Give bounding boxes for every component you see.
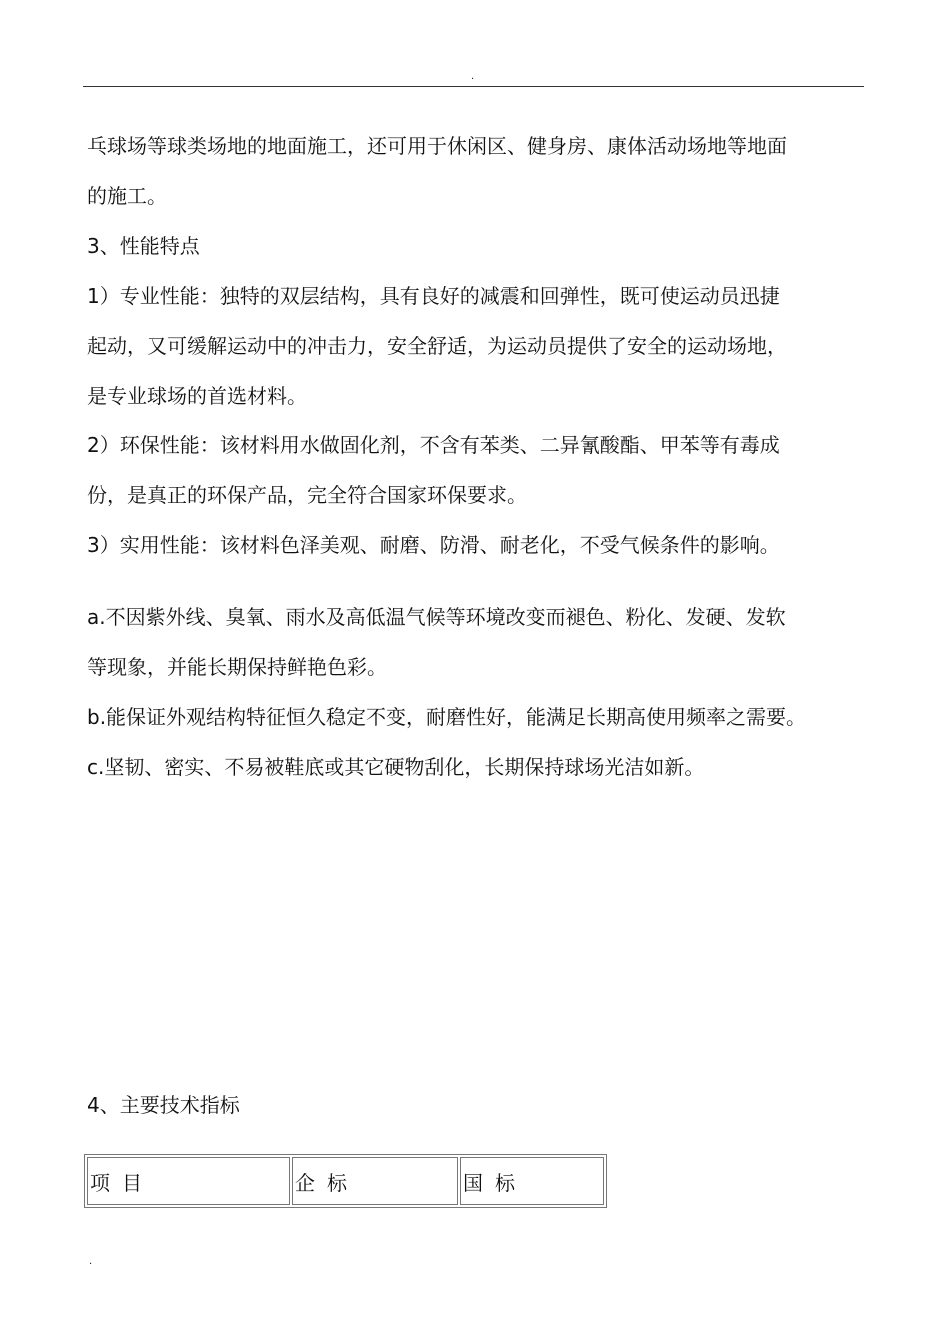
section-heading-3: 3、性能特点 <box>87 234 200 258</box>
spec-table <box>84 1154 607 1208</box>
table-header-cell: 国标 <box>460 1157 604 1205</box>
header-rule <box>83 86 864 87</box>
footer-mark: . <box>89 1256 93 1267</box>
section-heading-4: 4、主要技术指标 <box>87 1093 240 1117</box>
body-line: 乓球场等球类场地的地面施工，还可用于休闲区、健身房、康体活动场地等地面 <box>87 134 787 158</box>
body-line: c.坚韧、密实、不易被鞋底或其它硬物刮化，长期保持球场光洁如新。 <box>87 755 705 779</box>
body-line: 3）实用性能：该材料色泽美观、耐磨、防滑、耐老化，不受气候条件的影响。 <box>87 533 780 557</box>
body-line: 1）专业性能：独特的双层结构，具有良好的减震和回弹性，既可使运动员迅捷 <box>87 284 780 308</box>
body-line: 的施工。 <box>87 184 167 208</box>
table-header-cell: 项目 <box>87 1157 290 1205</box>
body-line: 起动，又可缓解运动中的冲击力，安全舒适，为运动员提供了安全的运动场地， <box>87 334 787 358</box>
body-line: b.能保证外观结构特征恒久稳定不变，耐磨性好，能满足长期高使用频率之需要。 <box>87 705 807 729</box>
body-line: a.不因紫外线、臭氧、雨水及高低温气候等环境改变而褪色、粉化、发硬、发软 <box>87 605 786 629</box>
table-header-row <box>87 1157 604 1205</box>
body-line: 等现象，并能长期保持鲜艳色彩。 <box>87 655 387 679</box>
header-mark: . <box>471 71 475 82</box>
table-header-cell: 企标 <box>292 1157 458 1205</box>
body-line: 是专业球场的首选材料。 <box>87 384 307 408</box>
body-line: 份，是真正的环保产品，完全符合国家环保要求。 <box>87 483 527 507</box>
body-line: 2）环保性能：该材料用水做固化剂，不含有苯类、二异氰酸酯、甲苯等有毒成 <box>87 433 780 457</box>
